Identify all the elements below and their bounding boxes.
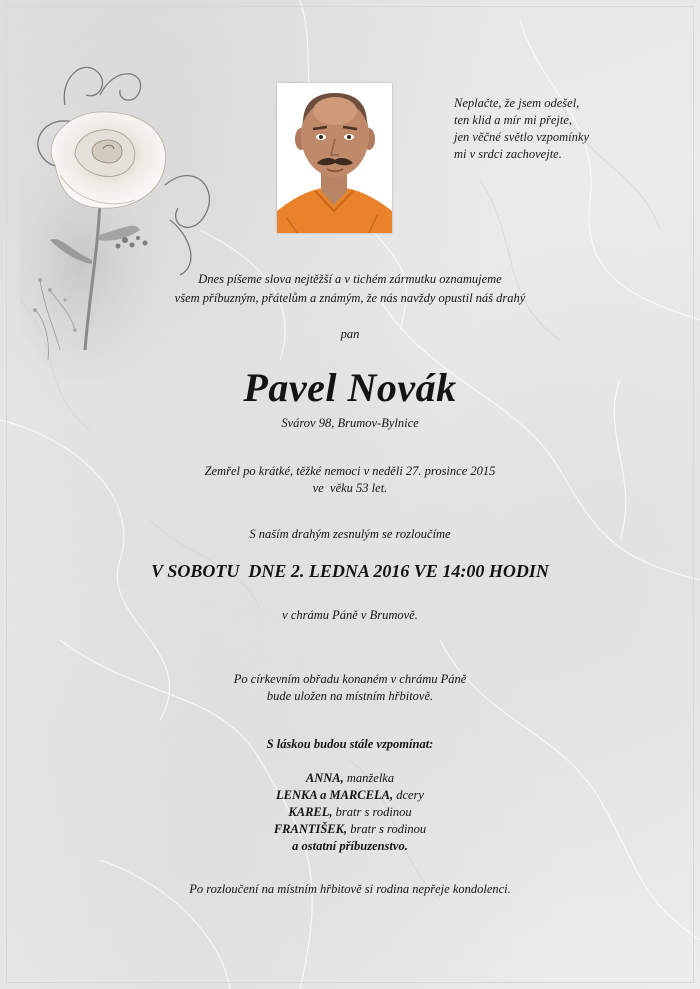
mourner-relation: bratr s rodinou bbox=[347, 822, 427, 836]
burial-line: Po církevním obřadu konaném v chrámu Páně bbox=[233, 672, 467, 686]
deceased-address: Svárov 98, Brumov-Bylnice bbox=[281, 416, 419, 430]
mourner-name: KAREL, bbox=[288, 805, 333, 819]
burial-line: bude uložen na místním hřbitově. bbox=[266, 689, 434, 703]
farewell-intro: S naším drahým zesnulým se rozloučíme bbox=[249, 527, 451, 541]
mourner-relation: bratr s rodinou bbox=[332, 805, 412, 819]
mourner-item bbox=[0, 787, 700, 804]
mourner-item bbox=[0, 821, 700, 838]
mourner-relation: dcery bbox=[393, 788, 424, 802]
poem-line: mi v srdci zachovejte. bbox=[454, 147, 562, 161]
mourners-list bbox=[0, 770, 700, 855]
ceremony-datetime: V SOBOTU DNE 2. LEDNA 2016 VE 14:00 HODIN bbox=[151, 561, 549, 581]
death-notice bbox=[0, 463, 700, 497]
portrait-photo bbox=[277, 83, 392, 233]
mourner-name: LENKA a MARCELA, bbox=[276, 788, 394, 802]
mourner-item bbox=[0, 838, 700, 855]
mourner-item bbox=[0, 770, 700, 787]
poem-line: ten klid a mír mi přejte, bbox=[454, 113, 573, 127]
intro-line: všem příbuzným, přátelům a známým, že nás navždy opustil náš drahý bbox=[174, 291, 526, 305]
honorific: pan bbox=[340, 327, 360, 341]
mourner-relation: manželka bbox=[343, 771, 395, 785]
deceased-name: Pavel Novák bbox=[243, 365, 457, 410]
mourner-name: a ostatní příbuzenstvo. bbox=[292, 839, 408, 853]
mourner-name: FRANTIŠEK, bbox=[273, 822, 348, 836]
burial-info bbox=[0, 671, 700, 705]
announcement-intro bbox=[0, 270, 700, 308]
intro-line: Dnes píšeme slova nejtěžší a v tichém zármutku oznamujeme bbox=[198, 272, 502, 286]
memorial-poem bbox=[454, 95, 654, 163]
closing-note: Po rozloučení na místním hřbitově si rodina nepřeje kondolenci. bbox=[189, 882, 511, 896]
ceremony-venue: v chrámu Páně v Brumově. bbox=[282, 608, 418, 622]
remember-heading: S láskou budou stále vzpomínat: bbox=[266, 737, 434, 751]
mourner-name: ANNA, bbox=[305, 771, 344, 785]
death-line: Zemřel po krátké, těžké nemoci v neděli 27. prosince 2015 bbox=[204, 464, 496, 478]
mourner-item bbox=[0, 804, 700, 821]
poem-line: jen věčné světlo vzpomínky bbox=[454, 130, 590, 144]
death-age: ve věku 53 let. bbox=[312, 481, 388, 495]
poem-line: Neplačte, že jsem odešel, bbox=[454, 96, 580, 110]
